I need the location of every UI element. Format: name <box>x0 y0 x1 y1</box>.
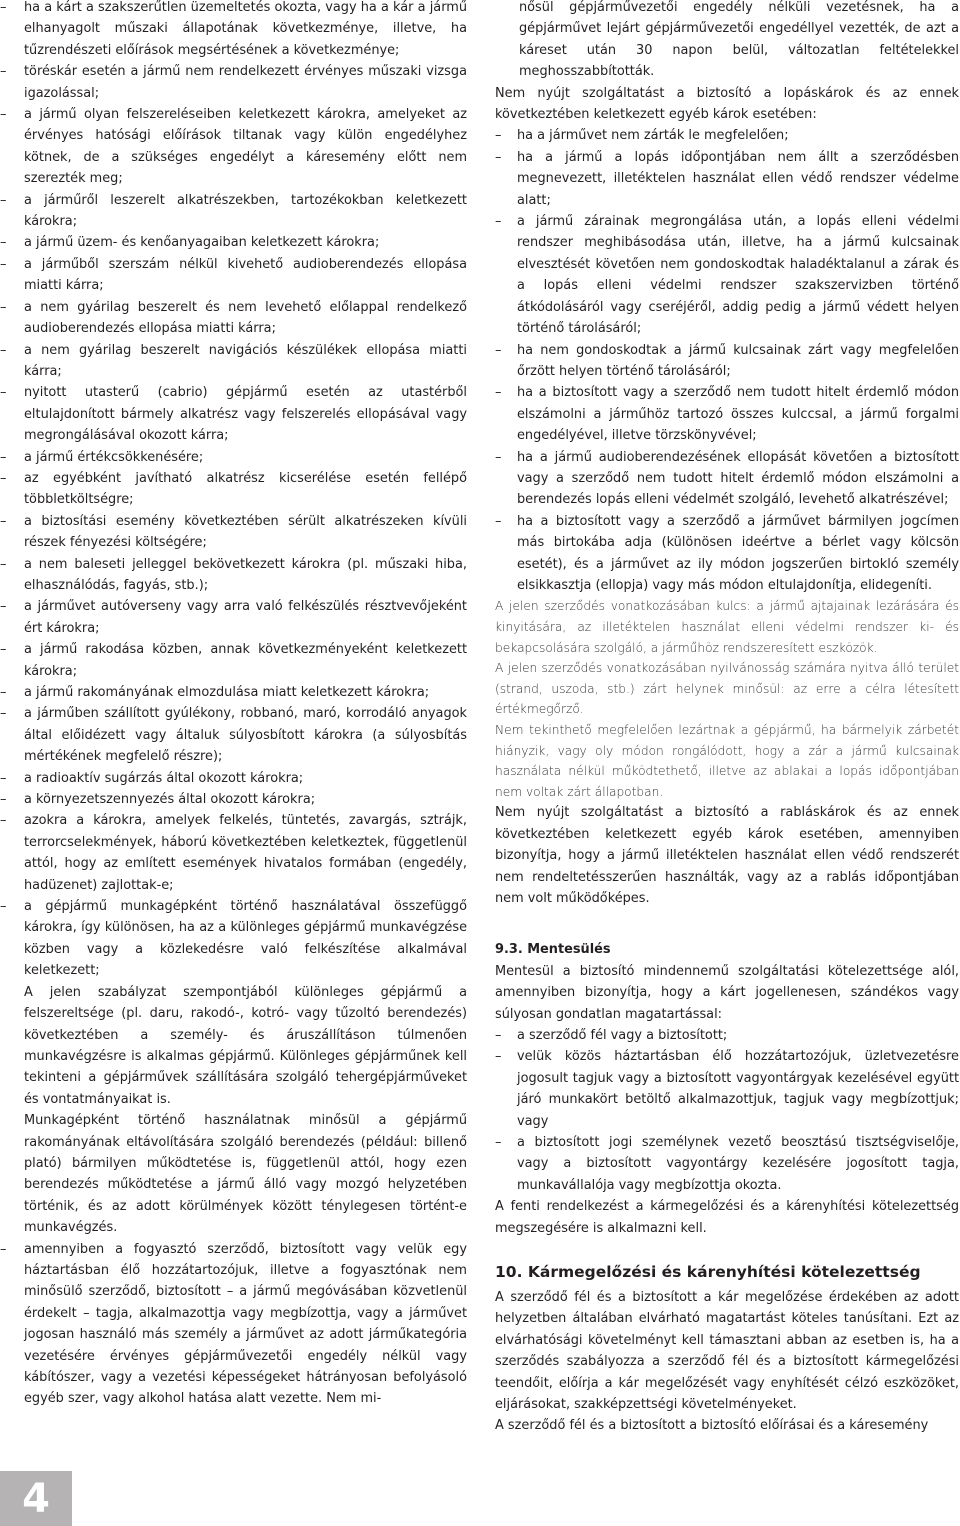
special-vehicle-paragraph: A jelen szabályzat szempontjából különleges gépjármű a felszereltsége (pl. daru, rakodó-, kotró- vagy tűzoltó berendezés) következtében a személy- és áruszállításon túlmenően munkavégzésre is alkalmas gépjármű. Különleges gépjárműnek kell tekinteni a gépjárművek szállítására szolgáló tehergépjárműveket és vontatmányaikat is. <box>24 984 467 1107</box>
list-item: – ha a biztosított vagy a szerződő nem tudott hitelt érdemlő módon elszámolni a járműhöz tartozó összes kulccsal, a jármű forgalmi engedélyével, illetve törzskönyvével; <box>495 382 959 446</box>
list-item: – a járműből szerszám nélkül kivehető audioberendezés ellopása miatti kárra; <box>0 254 467 297</box>
list-item: – ha a járművet nem zárták le megfelelően; <box>495 125 959 146</box>
list-item: – a jármű üzem- és kenőanyagaiban keletkezett károkra; <box>0 232 467 253</box>
list-item: – azokra a károkra, amelyek felkelés, tüntetés, zavargás, sztrájk, terrorcselekmények, háború következtében keletkeztek, függetlenül attól, hogy az említett események hivatalos formában (engedély, hadüzenet) zajlottak-e; <box>0 810 467 896</box>
list-item: – a gépjármű munkagépként történő használatával összefüggő károkra, így különösen, ha az a különleges gépjármű munkavégzése közben vagy a közlekedésre való felkészítése alkalmával keletkezett; <box>0 896 467 982</box>
list-item: – amennyiben a fogyasztó szerződő, biztosított vagy velük egy háztartásban élő hozzátartozójuk, illetve a fogyasztónak nem minősülő szerződő, biztosított – a jármű megóvásában közvetlenül érdekelt – tagja, alkalmazottja vagy megbízottja, vagy a járművet jogosan használó más személy a járművet az adott járműkategória vezetésére érvényes gépjárművezetői engedély nélkül vagy kábítószer, vagy a vezetési képességeket hátrányosan befolyásoló egyéb szer, vagy alkohol hatása alatt vezette. Nem mi- <box>0 1239 467 1410</box>
list-item: – a nem gyárilag beszerelt navigációs készülékek ellopása miatti kárra; <box>0 340 467 383</box>
list-item: – ha a kárt a szakszerűtlen üzemeltetés okozta, vagy ha a kár a jármű elhanyagolt műszaki állapotának következménye, illetve, ha tűzrendészeti előírások megsértésének a következménye; <box>0 0 467 61</box>
work-machine-paragraph: Munkagépként történő használatnak minősül a gépjármű rakományának eltávolítására szolgáló berendezés (például: billenő plató) bármilyen működtetése is, függetlenül attól, hogy ezen berendezés működtetése a jármű álló vagy mozgó helyzetében történik, és az adott körülmények között ténylegesen történt-e munkavégzés. <box>24 1113 467 1236</box>
robbery-paragraph: Nem nyújt szolgáltatást a biztosító a rabláskárok és az ennek következtében keletkezett egyéb károk esetében, amennyiben bizonyítja, hogy a jármű illetéktelen használat ellen védő rendszerét nem rendeltetésszerűen használták, vagy az a rablás időpontjában nem volt működőképes. <box>495 805 959 906</box>
list-item: – a biztosított jogi személynek vezető beosztású tisztségviselője, vagy a biztosított vagyontárgy kezelésére jogosított tagja, munkavállalója vagy megbízottja okozta. <box>495 1132 959 1196</box>
list-item: – töréskár esetén a jármű nem rendelkezett érvényes műszaki vizsga igazolással; <box>0 61 467 104</box>
exemption-list <box>495 1025 959 1196</box>
list-item: – a járművet autóverseny vagy arra való felkészülés résztvevőjeként ért károkra; <box>0 596 467 639</box>
theft-exclusions-list <box>495 125 959 596</box>
prevention-continuation-paragraph: A szerződő fél és a biztosított a biztosító előírásai és a káresemény <box>495 1418 929 1434</box>
closed-place-definition-paragraph: A jelen szerződés vonatkozásában nyilvánosság számára nyitva álló terület (strand, uszoda, stb.) zárt helynek minősül: az erre a célra létesített értékmegőrző. <box>495 661 959 717</box>
list-item: – a járműről leszerelt alkatrészekben, tartozékokban keletkezett károkra; <box>0 190 467 233</box>
license-continuation-paragraph: nősül gépjárművezetői engedély nélküli vezetésnek, ha a gépjárművet lejárt gépjárművezetői engedéllyel vezették, de azt a káreset után 30 napon belül, változatlan feltételekkel meghosszabbították. <box>519 0 959 80</box>
list-item: – a biztosítási esemény következtében sérült alkatrészeken kívüli részek fényezési költségére; <box>0 511 467 554</box>
list-item: – ha nem gondoskodtak a jármű kulcsainak zárt vagy megfelelően őrzött helyen történő tárolásáról; <box>495 340 959 383</box>
left-column <box>0 0 467 1410</box>
exemption-subheading: 9.3. Mentesülés <box>495 942 611 958</box>
list-item: – a környezetszennyezés által okozott károkra; <box>0 789 467 810</box>
list-item: – nyitott utasterű (cabrio) gépjármű esetén az utastérből eltulajdonított bármely alkatrész vagy felszerelés ellopásával vagy megrongálásával okozott kárra; <box>0 382 467 446</box>
exclusions-list <box>0 0 467 982</box>
list-item: – a jármű rakományának elmozdulása miatt keletkezett károkra; <box>0 682 467 703</box>
exemption-intro-paragraph: Mentesül a biztosító mindennemű szolgáltatási kötelezettsége alól, amennyiben bizonyítja, hogy a kárt jogellenesen, szándékos vagy súlyosan gondatlan magatartással: <box>495 963 959 1022</box>
list-item: – a jármű zárainak megrongálása után, a lopás elleni védelmi rendszer meghibásodása után, illetve, ha a jármű kulcsainak elvesztését követően nem gondoskodtak haladéktalanul a zárak és a lopás elleni védelmi rendszer szakszervizben történő átkódolásáról vagy cseréjéről, addig pedig a jármű védett helyen történő tárolásáról; <box>495 211 959 339</box>
list-item: – ha a jármű audioberendezésének ellopását követően a biztosított vagy a szerződő nem tudott hitelt érdemlő módon elszámolni a berendezés lopás elleni védelmét szolgáló, levehető alkatrészével; <box>495 447 959 511</box>
list-item: – velük közös háztartásban élő hozzátartozójuk, üzletvezetésre jogosult tagjuk vagy a biztosított vagyontárgyak kezelésével együtt járó munkakört betöltő alkalmazottjuk, tagjuk vagy megbízottjuk; vagy <box>495 1046 959 1132</box>
key-definition-paragraph: A jelen szerződés vonatkozásában kulcs: a jármű ajtajainak lezárására és kinyitására, az illetéktelen használat elleni védelmi rendszer ki- és bekapcsolására szolgáló, a járműhöz rendszeresített eszközök. <box>495 599 959 655</box>
not-locked-definition-paragraph: Nem tekinthető megfelelően lezártnak a gépjármű, ha bármelyik zárbetét hiányzik, vagy oly módon rongálódott, hogy a zár a jármű kulcsainak használata nélkül működtethető, illetve az ablakai a lopás időpontjában nem voltak zárt állapotban. <box>495 722 959 799</box>
exemption-note-paragraph: A fenti rendelkezést a kármegelőzési és a kárenyhítési kötelezettség megszegésére is alkalmazni kell. <box>495 1199 959 1236</box>
section-heading: 10. Kármegelőzési és kárenyhítési kötelezettség <box>495 1263 921 1282</box>
list-item: – a járműben szállított gyúlékony, robbanó, maró, korrodáló anyagok által előidézett vagy általuk súlyosbított károkra (a súlyosbítás mértékének megfelelő részre); <box>0 703 467 767</box>
list-item: – a radioaktív sugárzás által okozott károkra; <box>0 768 467 789</box>
prevention-paragraph: A szerződő fél és a biztosított a kár megelőzése érdekében az adott helyzetben általában elvárható magatartást köteles tanúsítani. Ezt az elvárhatósági követelményt kell támasztani abban az esetben is, ha a szerződés szabályozza a szerződő fél és a biztosított kármegelőzési teendőit, előírja a kár megelőzését vagy enyhítését célzó eszközöket, eljárásokat, szakképzettségi követelményeket. <box>495 1290 959 1413</box>
theft-intro-paragraph: Nem nyújt szolgáltatást a biztosító a lopáskárok és az ennek következtében keletkezett egyéb károk esetében: <box>495 85 959 123</box>
list-item: – az egyébként javítható alkatrész kicserélése esetén fellépő többletköltségre; <box>0 468 467 511</box>
list-item: – a nem gyárilag beszerelt és nem levehető előlappal rendelkező audioberendezés ellopása miatti kárra; <box>0 297 467 340</box>
list-item: – a jármű rakodása közben, annak következményeként keletkezett károkra; <box>0 639 467 682</box>
list-item: – ha a biztosított vagy a szerződő a járművet bármilyen jogcímen más birtokába adja (különösen ideértve a bérlet vagy kölcsön esetét), és a járművet az ily módon jogszerűen birtokló személy elsikkasztja (ellopja) vagy más módon eltulajdonítja, elidegeníti. <box>495 511 959 597</box>
exclusions-list-continued <box>0 1239 467 1410</box>
list-item: – a jármű olyan felszereléseiben keletkezett károkra, amelyeket az érvényes hatósági előírások tiltanak vagy külön engedélyhez kötnek, de a szükséges engedélyt a káresemény előtt nem szerezték meg; <box>0 104 467 190</box>
list-item: – a szerződő fél vagy a biztosított; <box>495 1025 959 1046</box>
right-column <box>495 0 959 1437</box>
list-item: – a jármű értékcsökkenésére; <box>0 447 467 468</box>
list-item: – a nem baleseti jelleggel bekövetkezett károkra (pl. műszaki hiba, elhasználódás, fagyás, stb.); <box>0 554 467 597</box>
list-item: – ha a jármű a lopás időpontjában nem állt a szerződésben megnevezett, illetéktelen használat ellen védő rendszer védelme alatt; <box>495 147 959 211</box>
page-number: 4 <box>0 1471 72 1526</box>
